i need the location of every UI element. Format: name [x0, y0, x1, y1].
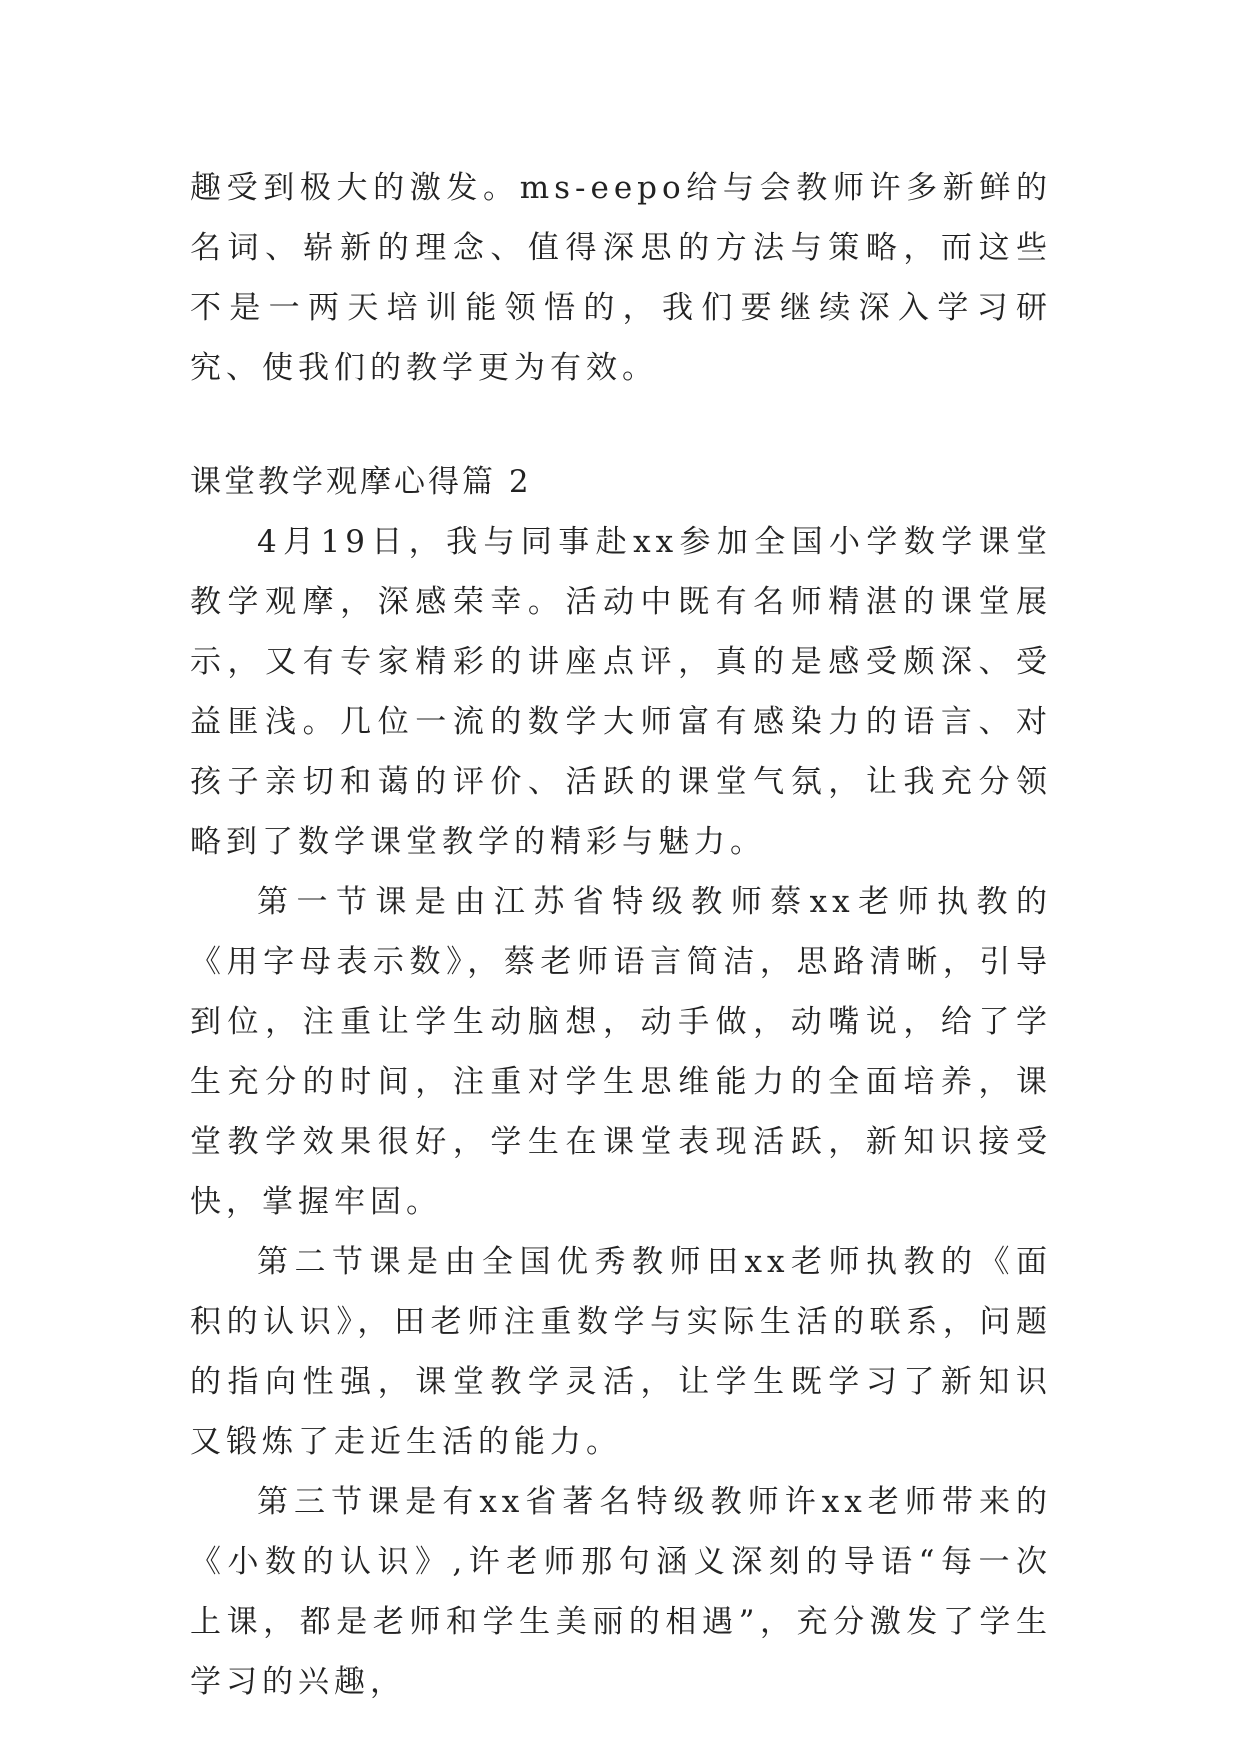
paragraph-2: 第一节课是由江苏省特级教师蔡xx老师执教的《用字母表示数》，蔡老师语言简洁，思路清晰，引导到位，注重让学生动脑想，动手做，动嘴说，给了学生充分的时间，注重对学生思维能力的全面培养，课堂教学效果很好，学生在课堂表现活跃，新知识接受快，掌握牢固。 [190, 884, 1052, 1220]
section-spacer [190, 398, 1052, 452]
paragraph-1: 4月19日，我与同事赴xx参加全国小学数学课堂教学观摩，深感荣幸。活动中既有名师精湛的课堂展示，又有专家精彩的讲座点评，真的是感受颇深、受益匪浅。几位一流的数学大师富有感染力的语言、对孩子亲切和蔼的评价、活跃的课堂气氛，让我充分领略到了数学课堂教学的精彩与魅力。 [190, 524, 1052, 860]
intro-paragraph: 趣受到极大的激发。ms-eepo给与会教师许多新鲜的名词、崭新的理念、值得深思的方法与策略，而这些不是一两天培训能领悟的，我们要继续深入学习研究、使我们的教学更为有效。 [190, 170, 1052, 386]
paragraph-3: 第二节课是由全国优秀教师田xx老师执教的《面积的认识》，田老师注重数学与实际生活的联系，问题的指向性强，课堂教学灵活，让学生既学习了新知识又锻炼了走近生活的能力。 [190, 1244, 1052, 1460]
paragraph-4: 第三节课是有xx省著名特级教师许xx老师带来的《小数的认识》,许老师那句涵义深刻的导语“每一次上课，都是老师和学生美丽的相遇”，充分激发了学生学习的兴趣， [190, 1484, 1052, 1700]
document-body [190, 158, 1052, 1712]
section-heading: 课堂教学观摩心得篇 2 [190, 464, 532, 500]
